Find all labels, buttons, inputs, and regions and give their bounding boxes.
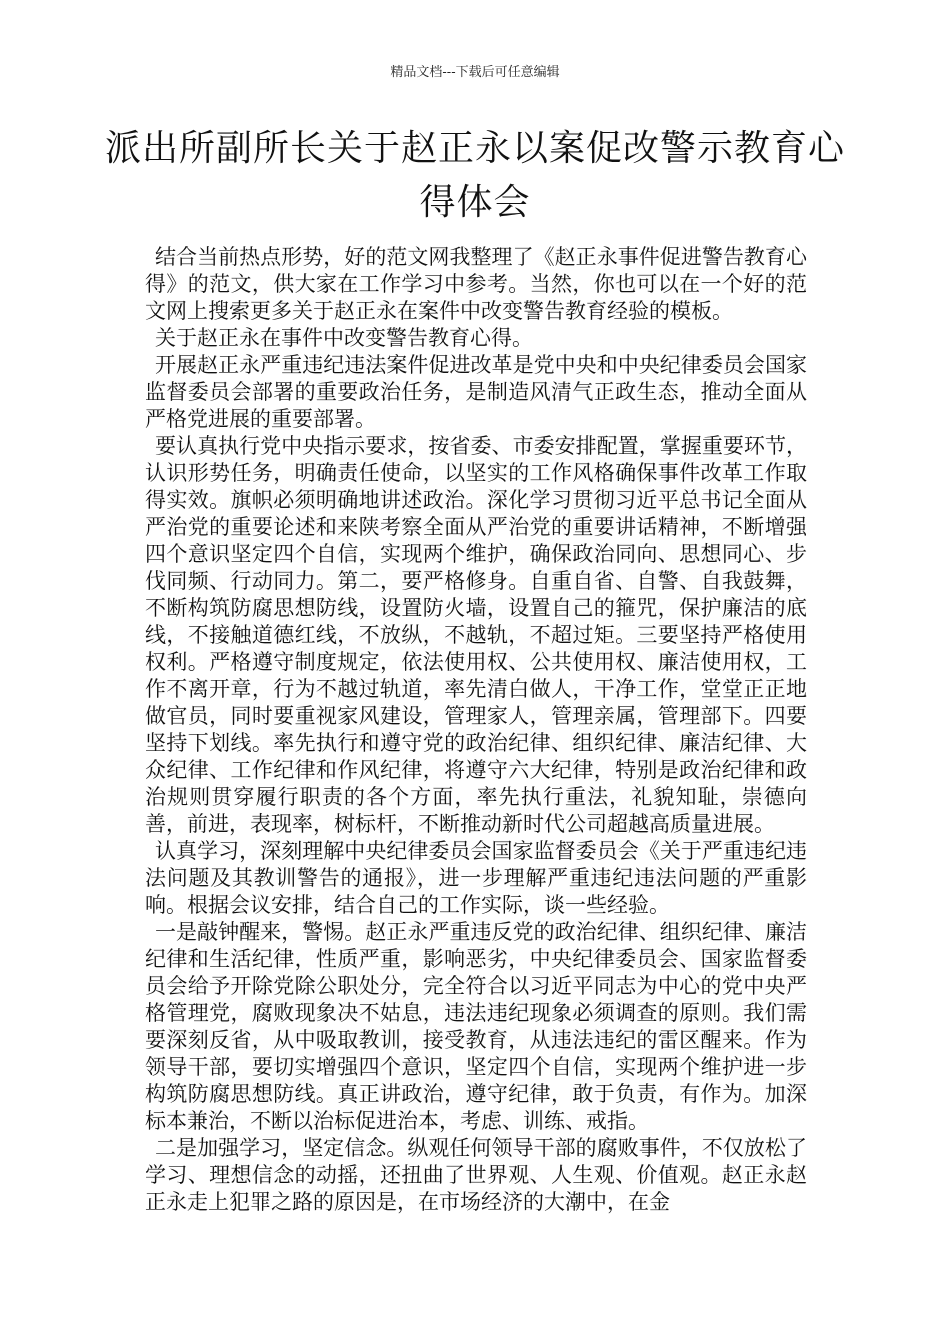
body-paragraph: 二是加强学习，坚定信念。纵观任何领导干部的腐败事件，不仅放松了学习、理想信念的动摇，还扭曲了世界观、人生观、价值观。赵正永赵正永走上犯罪之路的原因是，在市场经济的大潮中，在金: [145, 1136, 807, 1214]
document-body: [145, 244, 807, 1216]
body-paragraph: 一是敲钟醒来，警惕。赵正永严重违反党的政治纪律、组织纪律、廉洁纪律和生活纪律，性质严重，影响恶劣，中央纪律委员会、国家监督委员会给予开除党除公职处分，完全符合以习近平同志为中心的党中央严格管理党，腐败现象决不姑息，违法违纪现象必须调查的原则。我们需要深刻反省，从中吸取教训，接受教育，从违法违纪的雷区醒来。作为领导干部，要切实增强四个意识，坚定四个自信，实现两个维护进一步构筑防腐思想防线。真正讲政治，遵守纪律，敢于负责，有作为。加深标本兼治，不断以治标促进治本，考虑、训练、戒指。: [145, 920, 807, 1133]
body-paragraph: 关于赵正永在事件中改变警告教育心得。: [155, 326, 533, 350]
body-paragraph: 认真学习，深刻理解中央纪律委员会国家监督委员会《关于严重违纪违法问题及其教训警告的通报》，进一步理解严重违纪违法问题的严重影响。根据会议安排，结合自己的工作实际，谈一些经验。: [145, 839, 807, 917]
body-paragraph: 要认真执行党中央指示要求，按省委、市委安排配置，掌握重要环节，认识形势任务，明确责任使命，以坚实的工作风格确保事件改革工作取得实效。旗帜必须明确地讲述政治。深化学习贯彻习近平总书记全面从严治党的重要论述和来陕考察全面从严治党的重要讲话精神，不断增强四个意识坚定四个自信，实现两个维护，确保政治同向、思想同心、步伐同频、行动同力。第二，要严格修身。自重自省、自警、自我鼓舞，不断构筑防腐思想防线，设置防火墙，设置自己的箍咒，保护廉洁的底线，不接触道德红线，不放纵，不越轨，不超过矩。三要坚持严格使用权利。严格遵守制度规定，依法使用权、公共使用权、廉洁使用权，工作不离开章，行为不越过轨道，率先清白做人，干净工作，堂堂正正地做官员，同时要重视家风建设，管理家人，管理亲属，管理部下。四要坚持下划线。率先执行和遵守党的政治纪律、组织纪律、廉洁纪律、大众纪律、工作纪律和作风纪律，将遵守六大纪律，特别是政治纪律和政治规则贯穿履行职责的各个方面，率先执行重法，礼貌知耻，崇德向善，前进，表现率，树标杆，不断推动新时代公司超越高质量进展。: [145, 434, 807, 836]
body-paragraph: 开展赵正永严重违纪违法案件促进改革是党中央和中央纪律委员会国家监督委员会部署的重要政治任务，是制造风清气正政生态，推动全面从严格党进展的重要部署。: [145, 353, 807, 431]
page-header-note: 精品文档---下载后可任意编辑: [390, 65, 560, 80]
document-title: 派出所副所长关于赵正永以案促改警示教育心得体会: [104, 128, 845, 223]
body-paragraph: 结合当前热点形势，好的范文网我整理了《赵正永事件促进警告教育心得》的范文，供大家在工作学习中参考。当然，你也可以在一个好的范文网上搜索更多关于赵正永在案件中改变警告教育经验的模板。: [145, 245, 807, 323]
